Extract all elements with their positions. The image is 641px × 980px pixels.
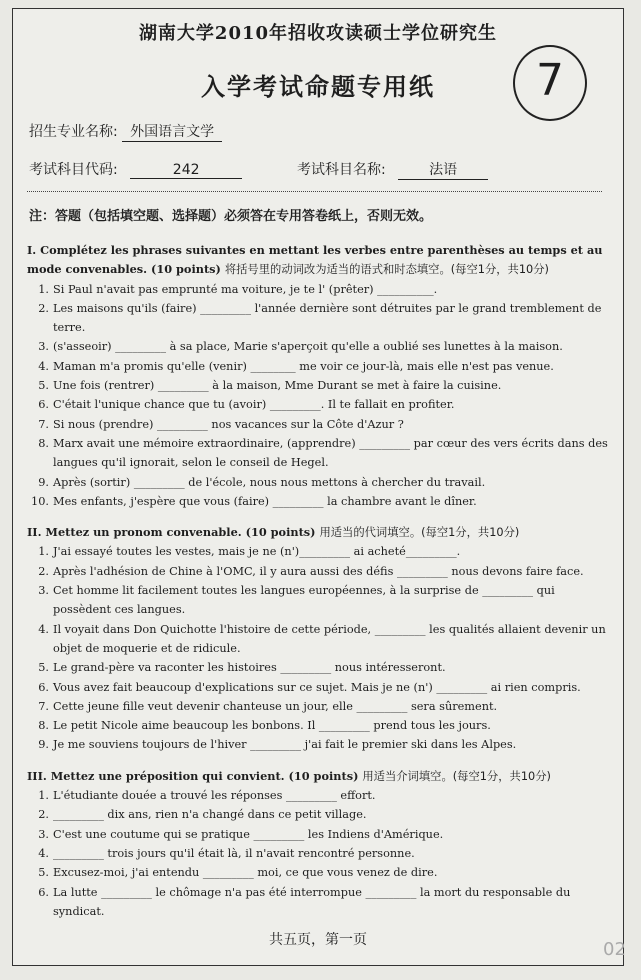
question-item	[27, 542, 609, 561]
dotted-divider	[27, 191, 602, 192]
question-number: 2.	[38, 301, 49, 315]
question-list	[27, 280, 609, 512]
question-item	[27, 357, 609, 376]
question-number: 9.	[38, 475, 49, 489]
question-number: 4.	[38, 846, 49, 860]
question-number: 3.	[38, 340, 49, 354]
question-number: 6.	[38, 680, 49, 694]
code-label: 考试科目代码:	[29, 162, 118, 178]
question-number: 9.	[38, 738, 49, 752]
question-text: Mes enfants, j'espère que vous (faire) _________ la chambre avant le dîner.	[53, 494, 477, 508]
question-text: (s'asseoir) _________ à sa place, Marie s'aperçoit qu'elle a oublié ses lunettes à la maison.	[53, 340, 563, 354]
subject-label: 考试科目名称:	[297, 162, 386, 178]
question-item	[27, 883, 609, 922]
stamp-number: 7	[536, 55, 564, 106]
question-item	[27, 863, 609, 882]
question-number: 3.	[38, 584, 49, 598]
major-label: 招生专业名称:	[29, 124, 118, 140]
question-item	[27, 395, 609, 414]
university-header: 湖南大学2010年招收攻读硕士学位研究生	[138, 23, 498, 44]
subject-field	[297, 159, 488, 180]
section-title-cn: 用适当介词填空。(每空1分，共10分)	[362, 769, 551, 783]
question-item	[27, 434, 609, 473]
question-number: 1.	[38, 282, 49, 296]
question-number: 8.	[38, 719, 49, 733]
question-number: 10.	[31, 494, 49, 508]
question-text: Vous avez fait beaucoup d'explications sur ce sujet. Mais je ne (n') _________ ai rien compris.	[53, 680, 581, 694]
question-number: 5.	[38, 379, 49, 393]
section-title	[27, 767, 609, 786]
question-text: Je me souviens toujours de l'hiver _________ j'ai fait le premier ski dans les Alpes.	[53, 738, 517, 752]
section-1	[27, 241, 609, 511]
question-item	[27, 805, 609, 824]
answer-notice: 注：答题（包括填空题、选择题）必须答在专用答卷纸上，否则无效。	[29, 209, 433, 224]
question-text: La lutte _________ le chômage n'a pas été interrompue _________ la mort du responsable du syndicat.	[53, 885, 571, 918]
code-field	[29, 159, 242, 179]
question-number: 3.	[38, 827, 49, 841]
question-item	[27, 299, 609, 338]
question-item	[27, 376, 609, 395]
question-item	[27, 786, 609, 805]
exam-sheet	[12, 8, 624, 966]
question-list	[27, 542, 609, 754]
question-text: _________ dix ans, rien n'a changé dans ce petit village.	[53, 808, 367, 822]
question-number: 4.	[38, 359, 49, 373]
question-text: Cette jeune fille veut devenir chanteuse un jour, elle _________ sera sûrement.	[53, 699, 498, 713]
question-number: 1.	[38, 789, 49, 803]
section-title-fr: II. Mettez un pronom convenable. (10 points)	[27, 525, 316, 540]
question-item	[27, 620, 609, 659]
question-number: 6.	[38, 398, 49, 412]
question-number: 5.	[38, 661, 49, 675]
section-title-fr: I. Complétez les phrases suivantes en mettant les verbes entre parenthèses au temps et au mode convenables. (10 points)	[27, 243, 603, 277]
question-content	[27, 241, 609, 921]
question-text: Une fois (rentrer) _________ à la maison, Mme Durant se met à faire la cuisine.	[53, 379, 502, 393]
question-text: Si nous (prendre) _________ nos vacances sur la Côte d'Azur ?	[53, 417, 404, 431]
question-item	[27, 337, 609, 356]
question-text: Maman m'a promis qu'elle (venir) ________ me voir ce jour-là, mais elle n'est pas venue.	[53, 359, 554, 373]
major-field	[29, 121, 222, 142]
question-number: 2.	[38, 808, 49, 822]
question-text: C'était l'unique chance que tu (avoir) _________. Il te fallait en profiter.	[53, 398, 455, 412]
code-value: 242	[130, 162, 242, 179]
paper-title: 入学考试命题专用纸	[201, 72, 435, 101]
circled-number-mark	[513, 45, 587, 121]
question-number: 7.	[38, 699, 49, 713]
question-number: 5.	[38, 866, 49, 880]
page-footer: 共五页，第一页	[269, 932, 367, 948]
question-item	[27, 562, 609, 581]
question-text: Excusez-moi, j'ai entendu _________ moi, ce que vous venez de dire.	[53, 866, 438, 880]
question-item	[27, 825, 609, 844]
question-item	[27, 473, 609, 492]
question-text: Le grand-père va raconter les histoires _________ nous intéresseront.	[53, 661, 446, 675]
question-text: Marx avait une mémoire extraordinaire, (apprendre) _________ par cœur des vers écrits dans des langues qu'il ignorait, selon le conseil de Hegel.	[53, 436, 608, 470]
question-text: Les maisons qu'ils (faire) _________ l'année dernière sont détruites par le grand tremblement de terre.	[53, 301, 602, 335]
corner-page-number: 02	[603, 939, 626, 960]
question-text: Le petit Nicole aime beaucoup les bonbons. Il _________ prend tous les jours.	[53, 719, 491, 733]
section-3	[27, 767, 609, 921]
question-text: C'est une coutume qui se pratique _________ les Indiens d'Amérique.	[53, 827, 444, 841]
question-number: 8.	[38, 436, 49, 450]
question-item	[27, 658, 609, 677]
question-item	[27, 844, 609, 863]
question-text: J'ai essayé toutes les vestes, mais je ne (n')_________ ai acheté_________.	[53, 545, 461, 559]
question-text: _________ trois jours qu'il était là, il n'avait rencontré personne.	[53, 846, 415, 860]
section-title-fr: III. Mettez une préposition qui convient. (10 points)	[27, 768, 359, 783]
question-text: Il voyait dans Don Quichotte l'histoire de cette période, _________ les qualités allaient devenir un objet de moquerie et de ridicule.	[53, 622, 606, 655]
question-item	[27, 581, 609, 620]
question-text: Après l'adhésion de Chine à l'OMC, il y aura aussi des défis _________ nous devons faire face.	[53, 564, 584, 578]
section-title	[27, 523, 609, 542]
question-item	[27, 735, 609, 754]
question-number: 6.	[38, 885, 49, 899]
question-item	[27, 280, 609, 299]
question-number: 7.	[38, 417, 49, 431]
section-title-cn: 将括号里的动词改为适当的语式和时态填空。(每空1分，共10分)	[224, 263, 549, 277]
section-title-cn: 用适当的代词填空。(每空1分，共10分)	[319, 526, 520, 540]
question-item	[27, 678, 609, 697]
question-item	[27, 492, 609, 511]
question-number: 1.	[38, 545, 49, 559]
question-item	[27, 415, 609, 434]
section-2	[27, 523, 609, 755]
question-item	[27, 697, 609, 716]
question-list	[27, 786, 609, 921]
question-text: Après (sortir) _________ de l'école, nous nous mettons à chercher du travail.	[53, 475, 486, 489]
question-item	[27, 716, 609, 735]
question-text: L'étudiante douée a trouvé les réponses _________ effort.	[53, 789, 376, 803]
question-number: 4.	[38, 622, 49, 636]
subject-value: 法语	[398, 159, 488, 180]
question-number: 2.	[38, 564, 49, 578]
question-text: Cet homme lit facilement toutes les langues européennes, à la surprise de _________ qui possèdent ces langues.	[53, 584, 555, 617]
section-title	[27, 241, 609, 280]
major-value: 外国语言文学	[122, 121, 222, 142]
question-text: Si Paul n'avait pas emprunté ma voiture, je te l' (prêter) __________.	[53, 282, 438, 296]
